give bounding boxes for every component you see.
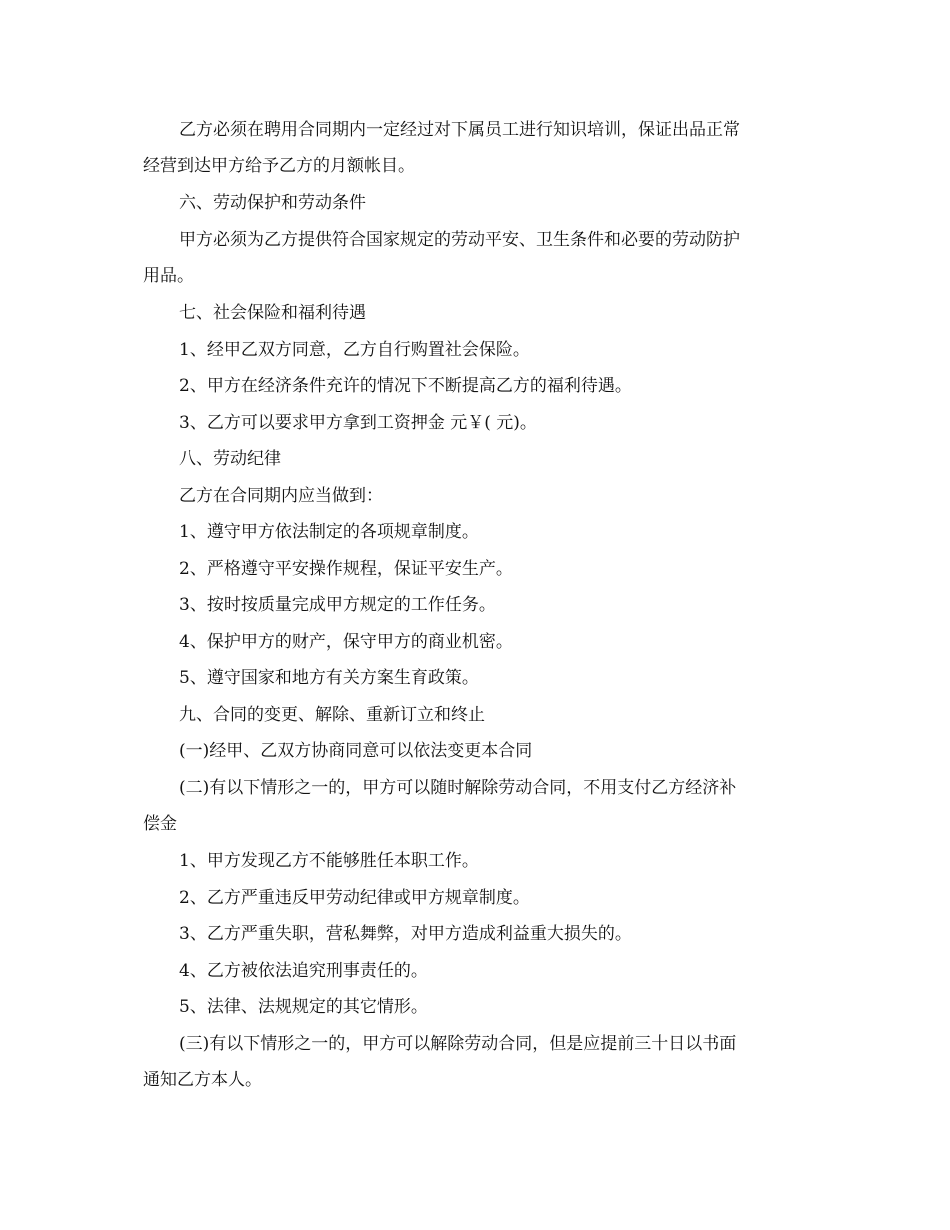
list-item: 4、乙方被依法追究刑事责任的。 <box>179 961 428 981</box>
list-item: 2、乙方严重违反甲劳动纪律或甲方规章制度。 <box>179 888 530 908</box>
list-item: 1、甲方发现乙方不能够胜任本职工作。 <box>179 851 479 871</box>
list-item: 3、按时按质量完成甲方规定的工作任务。 <box>179 595 496 615</box>
list-item: 2、甲方在经济条件充许的情况下不断提高乙方的福利待遇。 <box>179 376 632 396</box>
list-item: 1、遵守甲方依法制定的各项规章制度。 <box>179 522 479 542</box>
section-heading-8: 八、劳动纪律 <box>179 449 281 469</box>
list-item: 5、遵守国家和地方有关方案生育政策。 <box>179 668 479 688</box>
list-item: 2、严格遵守平安操作规程，保证平安生产。 <box>179 559 513 579</box>
paragraph-1-line-2: 经营到达甲方给予乙方的月额帐目。 <box>143 156 415 176</box>
paragraph-3-line-2: 用品。 <box>143 266 194 286</box>
paragraph-line: (一)经甲、乙双方协商同意可以依法变更本合同 <box>179 741 533 761</box>
section-heading-7: 七、社会保险和福利待遇 <box>179 303 366 323</box>
paragraph-23-line-1: (三)有以下情形之一的，甲方可以解除劳动合同，但是应提前三十日以书面 <box>179 1034 737 1054</box>
paragraph-line: 乙方在合同期内应当做到： <box>179 486 383 506</box>
list-item: 5、法律、法规规定的其它情形。 <box>179 997 428 1017</box>
list-item: 3、乙方可以要求甲方拿到工资押金 元￥( 元)。 <box>179 413 537 433</box>
paragraph-1-line-1: 乙方必须在聘用合同期内一定经过对下属员工进行知识培训，保证出品正常 <box>179 120 740 140</box>
paragraph-23-line-2: 通知乙方本人。 <box>143 1070 262 1090</box>
section-heading-6: 六、劳动保护和劳动条件 <box>179 193 366 213</box>
section-heading-9: 九、合同的变更、解除、重新订立和终止 <box>179 705 485 725</box>
paragraph-3-line-1: 甲方必须为乙方提供符合国家规定的劳动平安、卫生条件和必要的劳动防护 <box>179 230 740 250</box>
paragraph-17-line-1: (二)有以下情形之一的，甲方可以随时解除劳动合同，不用支付乙方经济补 <box>179 778 737 798</box>
list-item: 1、经甲乙双方同意，乙方自行购置社会保险。 <box>179 340 530 360</box>
list-item: 3、乙方严重失职，营私舞弊，对甲方造成利益重大损失的。 <box>179 924 632 944</box>
paragraph-17-line-2: 偿金 <box>143 814 177 834</box>
list-item: 4、保护甲方的财产，保守甲方的商业机密。 <box>179 632 513 652</box>
